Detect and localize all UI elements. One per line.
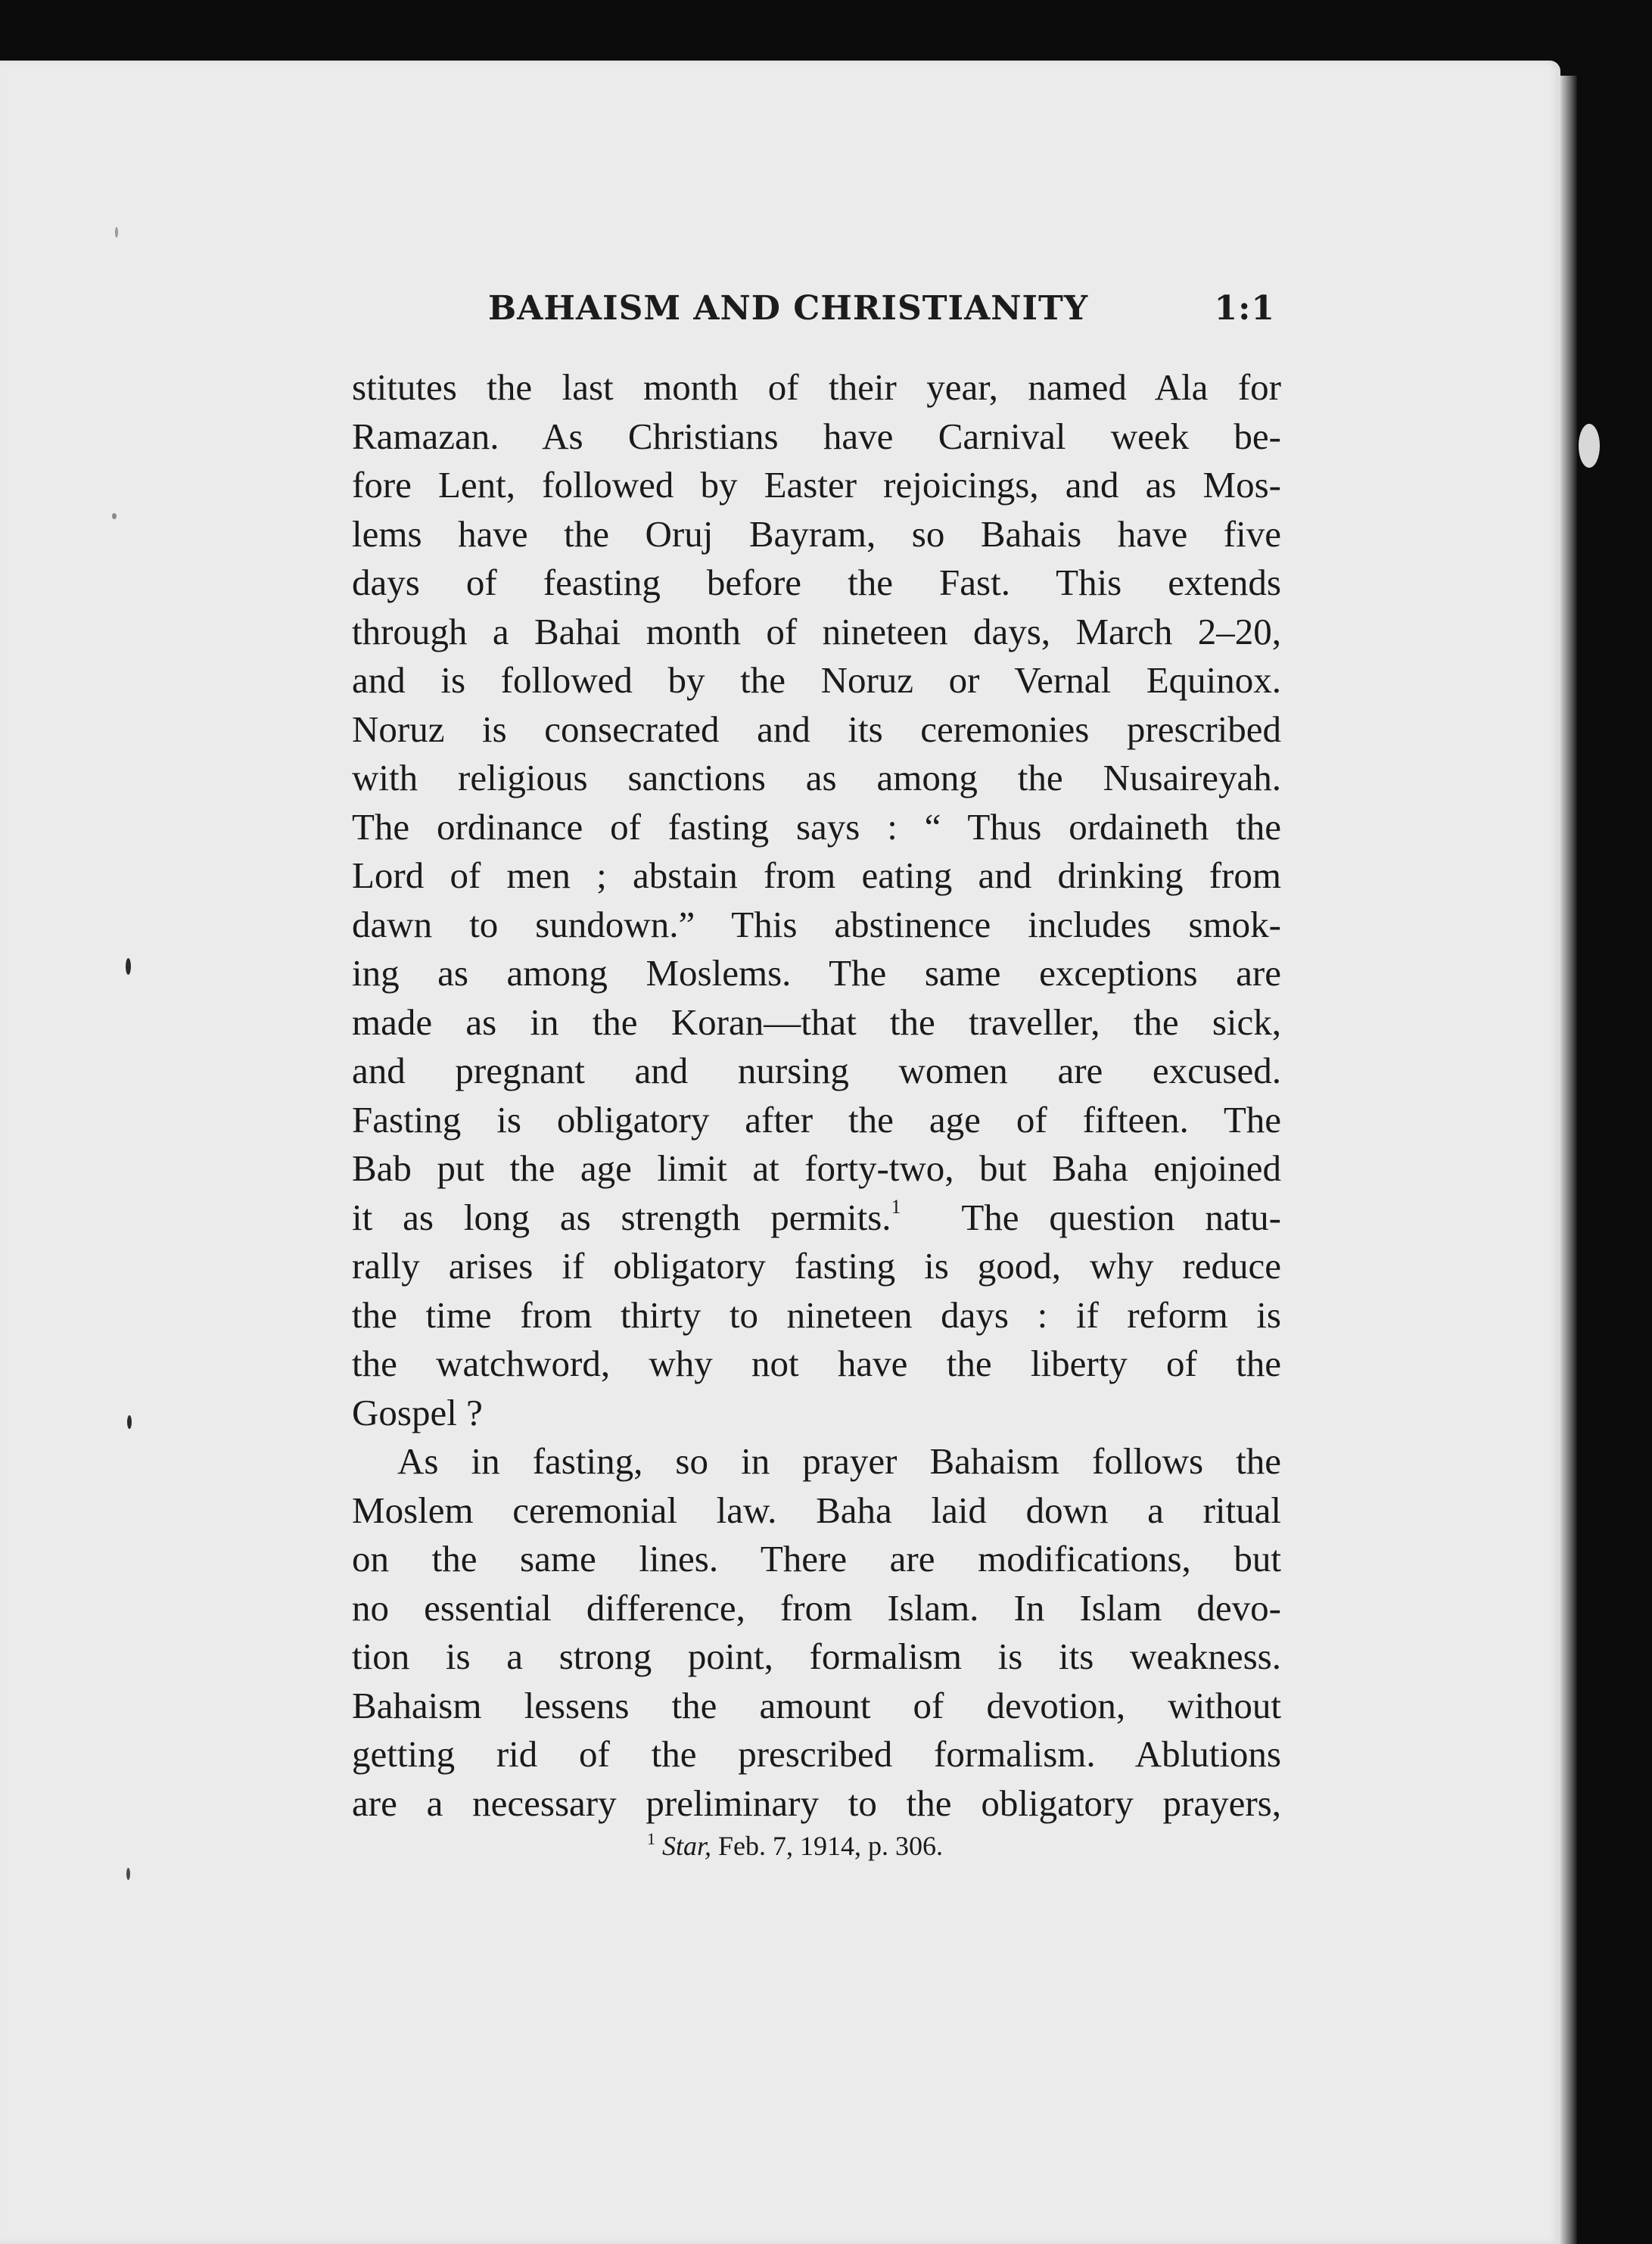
footnote-citation: Feb. 7, 1914, p. 306. bbox=[711, 1831, 944, 1861]
running-title: BAHAISM AND CHRISTIANITY bbox=[488, 289, 1089, 328]
text-line: dawn to sundown.” This abstinence includes smok- bbox=[352, 903, 1281, 945]
text-line: and is followed by the Noruz or Vernal Equinox. bbox=[352, 659, 1281, 701]
footnote-source: Star, bbox=[662, 1831, 712, 1861]
text-line: Bab put the age limit at forty-two, but Baha enjoined bbox=[352, 1147, 1281, 1189]
scan-speck bbox=[127, 1415, 132, 1429]
text-segment: it as long as strength permits. bbox=[352, 1196, 891, 1238]
text-line: Fasting is obligatory after the age of fifteen. The bbox=[352, 1098, 1281, 1141]
text-line: getting rid of the prescribed formalism. Ablutions bbox=[352, 1733, 1281, 1775]
text-line: Lord of men ; abstain from eating and drinking from bbox=[352, 854, 1281, 896]
page-number: 1:1 bbox=[1214, 289, 1275, 328]
footnote bbox=[647, 1830, 943, 1862]
text-line: lems have the Oruj Bayram, so Bahais have five bbox=[352, 512, 1281, 555]
text-line: Moslem ceremonial law. Baha laid down a ritual bbox=[352, 1489, 1281, 1531]
scan-speck bbox=[1579, 424, 1600, 468]
text-line: the time from thirty to nineteen days : if reform is bbox=[352, 1293, 1281, 1336]
body-text bbox=[352, 363, 1281, 1828]
text-line: Noruz is consecrated and its ceremonies prescribed bbox=[352, 708, 1281, 750]
text-line: no essential difference, from Islam. In Islam devo- bbox=[352, 1586, 1281, 1629]
text-line: stitutes the last month of their year, named Ala for bbox=[352, 366, 1281, 408]
text-segment: The question natu- bbox=[961, 1196, 1281, 1238]
text-line: Ramazan. As Christians have Carnival week be- bbox=[352, 415, 1281, 457]
text-line: made as in the Koran—that the traveller, the sick, bbox=[352, 1001, 1281, 1043]
footnote-reference: 1 bbox=[891, 1196, 901, 1218]
scan-speck bbox=[115, 227, 118, 238]
text-line: and pregnant and nursing women are excused. bbox=[352, 1050, 1281, 1091]
text-line: The ordinance of fasting says : “ Thus ordaineth the bbox=[352, 805, 1281, 848]
text-line: the watchword, why not have the liberty of the bbox=[352, 1343, 1281, 1384]
text-line: Gospel ? bbox=[352, 1391, 483, 1433]
text-line-with-footnote bbox=[352, 1194, 1281, 1243]
text-line: days of feasting before the Fast. This extends bbox=[352, 562, 1281, 603]
text-line: As in fasting, so in prayer Bahaism follows the bbox=[397, 1440, 1281, 1482]
text-line: on the same lines. There are modifications, but bbox=[352, 1538, 1281, 1580]
text-line: fore Lent, followed by Easter rejoicings, and as Mos- bbox=[352, 464, 1281, 506]
scan-speck bbox=[112, 513, 117, 519]
text-line: Bahaism lessens the amount of devotion, without bbox=[352, 1684, 1281, 1726]
text-line: through a Bahai month of nineteen days, March 2–20, bbox=[352, 610, 1281, 652]
text-line: rally arises if obligatory fasting is good, why reduce bbox=[352, 1245, 1281, 1287]
page-edge bbox=[1560, 76, 1577, 2244]
text-line: tion is a strong point, formalism is its weakness. bbox=[352, 1636, 1281, 1677]
text-line: are a necessary preliminary to the obligatory prayers, bbox=[352, 1782, 1281, 1824]
scan-speck bbox=[126, 1868, 130, 1880]
scan-speck bbox=[126, 958, 131, 975]
text-line: with religious sanctions as among the Nusaireyah. bbox=[352, 757, 1281, 798]
running-head bbox=[352, 289, 1275, 342]
text-line: ing as among Moslems. The same exceptions are bbox=[352, 952, 1281, 994]
footnote-mark: 1 bbox=[647, 1829, 655, 1848]
